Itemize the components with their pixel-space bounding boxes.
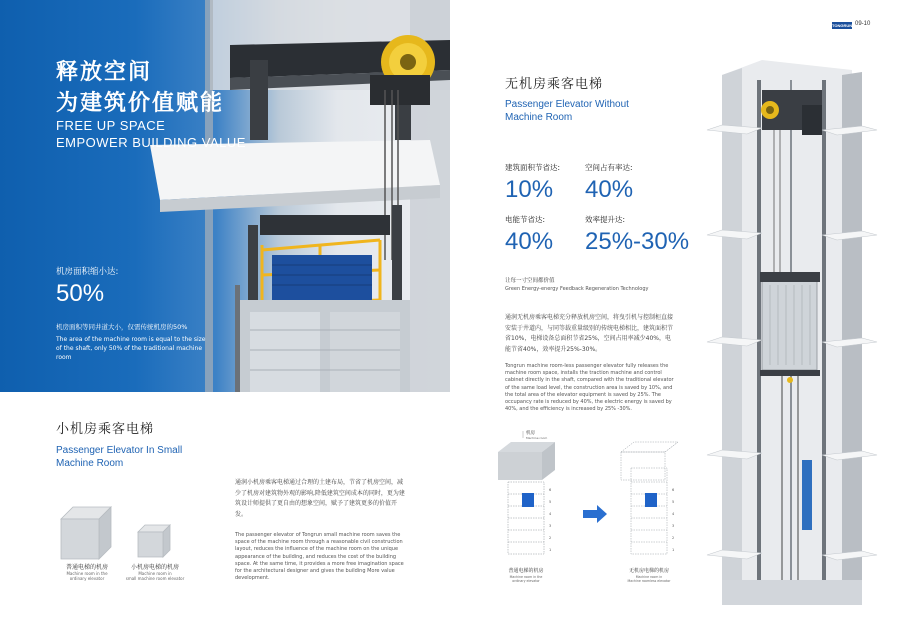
small-room-description-cn: 通润小机房乘客电梯通过合理的土建布局，节省了机房空间，减少了机房对建筑物外观的影响,降低建筑空间成本的同时，更为建筑设计师提供了更自由的想象空间，赋予了建筑更多的价值开发。 bbox=[235, 479, 405, 518]
mrl-en-line1: Passenger Elevator Without bbox=[505, 99, 629, 110]
hero-note-en: The area of the machine room is equal to the size of the shaft, only 50% of the traditional machine room bbox=[56, 336, 206, 361]
diagram-floor-label: 1 bbox=[549, 548, 552, 552]
diagram-floor-label: 4 bbox=[549, 512, 552, 516]
stat-value: 25%-30% bbox=[585, 228, 690, 255]
hero-note bbox=[56, 323, 206, 362]
diagram-floor-label: 4 bbox=[672, 512, 675, 516]
page-numbers: 09-10 bbox=[855, 21, 871, 27]
diagram-floor-label: 3 bbox=[672, 524, 675, 528]
small-room-title: 小机房乘客电梯 bbox=[56, 422, 155, 437]
stat-value: 40% bbox=[585, 176, 634, 203]
small-room-en-line2: Machine Room bbox=[56, 458, 124, 469]
tech-tagline-cn: 让每一寸空间都价值 bbox=[505, 278, 555, 284]
diagram-floor-label: 1 bbox=[672, 548, 675, 552]
small-room-en-line1: Passenger Elevator In Small bbox=[56, 445, 183, 456]
ordinary-machine-room-cube bbox=[59, 505, 113, 561]
mrl-title: 无机房乘客电梯 bbox=[505, 77, 604, 92]
diagram-floor-label: 6 bbox=[672, 488, 675, 492]
diagram-floor-label: 2 bbox=[672, 536, 675, 540]
hero-english-title bbox=[56, 117, 246, 151]
small-cube-caption-cn: 小机房电梯的机房 bbox=[130, 564, 179, 571]
small-cube-caption-en1: Machine room in bbox=[138, 571, 172, 576]
diagram-right-caption-en1: Machine room in bbox=[635, 575, 663, 579]
ordinary-cube-caption bbox=[52, 562, 122, 581]
stat-label: 效率提升达: bbox=[585, 215, 626, 224]
hero-note-cn: 机房面积等同井道大小，仅需传统机房的50% bbox=[56, 323, 188, 331]
diagram-right-caption-cn: 无机房电梯的机房 bbox=[628, 568, 670, 574]
hero-stat-value: 50% bbox=[56, 280, 105, 307]
diagram-floor-label: 2 bbox=[549, 536, 552, 540]
ordinary-cube-caption-en1: Machine room in the bbox=[66, 571, 108, 576]
stat-value: 10% bbox=[505, 176, 554, 203]
machine-room-comparison-diagram bbox=[493, 430, 703, 600]
diagram-machine-room-en: Machine room bbox=[526, 436, 548, 440]
stat-energy-saving bbox=[505, 214, 553, 256]
stat-value: 40% bbox=[505, 228, 554, 255]
small-room-description-en: The passenger elevator of Tongrun small machine room saves the space of the machine room through a reasonable civil construction layout, reduces the influence of the machine room on the unique appearance of the building, and reduces the cost of the building space. At the same time, it provides a more free imagination space for the architectural designer and gives the building More value development. bbox=[235, 532, 404, 582]
small-room-english-title bbox=[56, 444, 182, 470]
hero-title bbox=[56, 57, 224, 119]
hero-panel bbox=[0, 0, 450, 392]
hero-title-line1: 释放空间 bbox=[56, 60, 153, 85]
stat-building-area bbox=[505, 162, 560, 204]
diagram-machine-room-cn: 机房 bbox=[526, 431, 535, 436]
stat-label: 电能节省达: bbox=[505, 215, 546, 224]
stat-label: 空间占有率达: bbox=[585, 163, 633, 172]
diagram-right-caption-en2: Machine roomless elevator bbox=[627, 579, 671, 583]
hero-en-line1: FREE UP SPACE bbox=[56, 118, 166, 133]
diagram-floor-label: 6 bbox=[549, 488, 552, 492]
diagram-floor-label: 5 bbox=[549, 500, 552, 504]
diagram-left-caption-en1: Machine room in the bbox=[509, 575, 543, 579]
mrl-english-title bbox=[505, 98, 629, 124]
comparison-arrow-icon bbox=[583, 505, 607, 523]
mrl-elevator-shaft-illustration bbox=[702, 60, 884, 605]
diagram-left-caption-cn: 普通电梯的机房 bbox=[508, 568, 544, 574]
tech-tagline-en: Green Energy-energy Feedback Regeneration Technology bbox=[505, 286, 649, 292]
small-cube-caption bbox=[120, 562, 190, 581]
mrl-en-line2: Machine Room bbox=[505, 112, 573, 123]
diagram-floor-label: 3 bbox=[549, 524, 552, 528]
stat-efficiency bbox=[585, 214, 689, 256]
stat-label: 建筑面积节省达: bbox=[505, 163, 561, 172]
diagram-floor-label: 5 bbox=[672, 500, 675, 504]
hero-en-line2: EMPOWER BUILDING VALUE bbox=[56, 135, 246, 150]
diagram-left-caption-en2: ordinary elevator bbox=[512, 579, 540, 583]
ordinary-cube-caption-en2: ordinary elevator bbox=[69, 576, 105, 581]
stat-space-occupancy bbox=[585, 162, 633, 204]
small-cube-caption-en2: small machine room elevator bbox=[125, 576, 185, 581]
mrl-description-en: Tongrun machine room-less passenger elevator fully releases the machine room space, installs the traction machine and control cabinet directly in the shaft, compared with the traditional elevator of the same load level, the construction area is saved by 10%, and the total area of the elevator equipment is saved by 25%. The occupancy rate is reduced by 40%, the electric energy is saved by 40%, and the efficiency is increased by 25% -30%. bbox=[505, 363, 674, 413]
hero-title-line2: 为建筑价值赋能 bbox=[56, 91, 225, 116]
ordinary-cube-caption-cn: 普通电梯的机房 bbox=[65, 564, 108, 571]
brand-logo: TONGRUN bbox=[832, 23, 853, 28]
mrl-description-cn: 通润无机房乘客电梯充分释放机房空间，将曳引机与控制柜直接安装于井道内，与同等载重量级别的传统电梯相比，建筑面积节省10%，电梯设备总面积节省25%，空间占用率减少40%，电能节省40%，效率提升25%-30%。 bbox=[505, 314, 674, 353]
small-machine-room-cube bbox=[136, 523, 172, 559]
tech-tagline bbox=[505, 276, 648, 292]
hero-stat-label: 机房面积缩小达: bbox=[56, 267, 119, 277]
